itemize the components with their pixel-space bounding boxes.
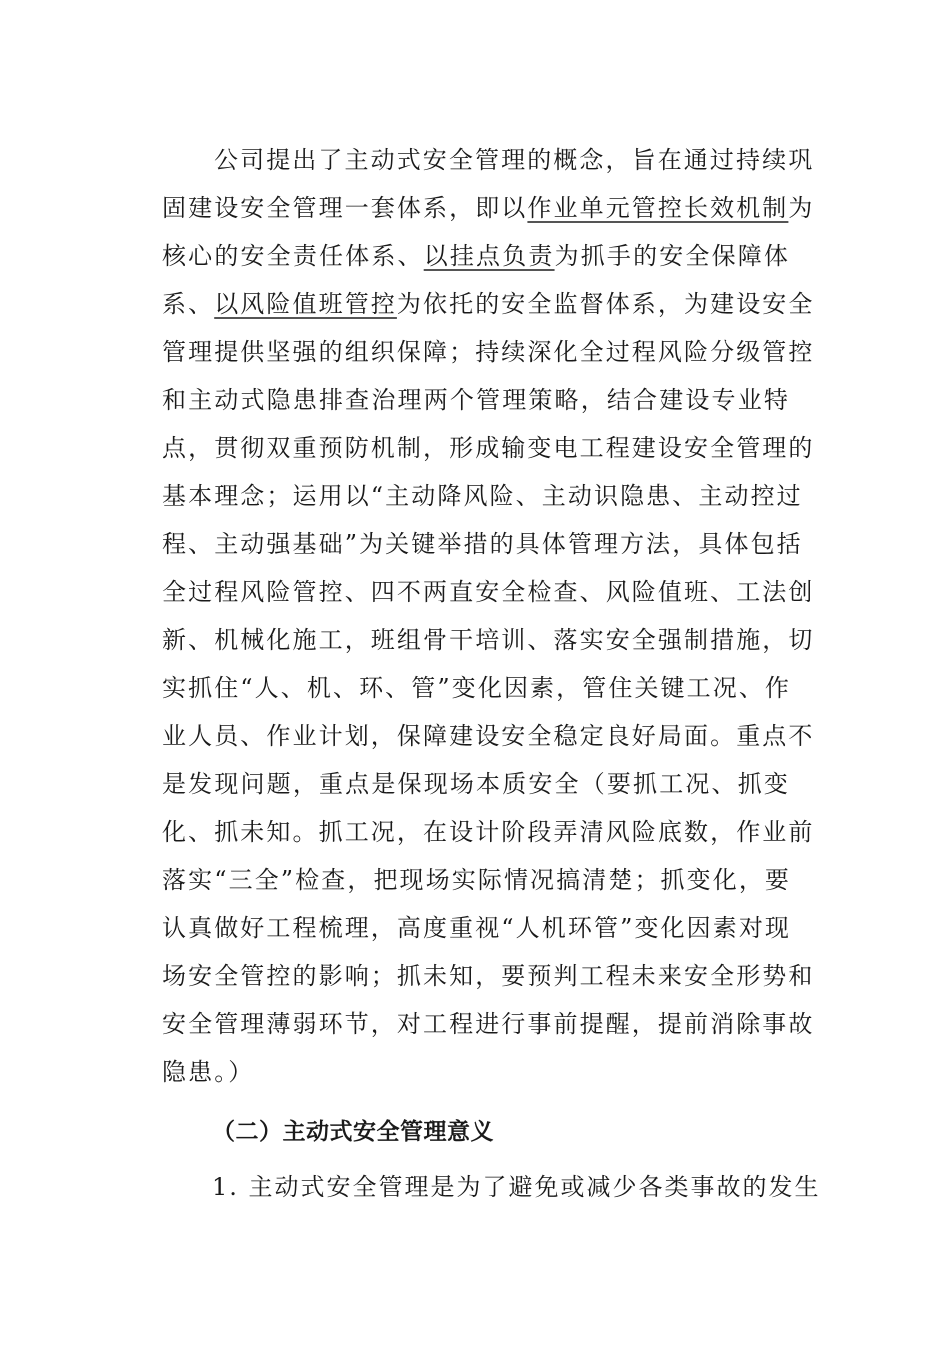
paragraph-line [162,328,815,376]
text-run: 程、主动强基础”为关键举措的具体管理方法，具体包括 [162,530,803,558]
paragraph-line [162,520,803,568]
paragraph-line [162,808,815,856]
underlined-phrase: 以风险值班管控 [214,290,397,318]
text-run: 是发现问题，重点是保现场本质安全（要抓工况、抓变 [162,770,790,798]
text-run: 化、抓未知。抓工况，在设计阶段弄清风险底数，作业前 [162,818,815,846]
section-heading: （二）主动式安全管理意义 [212,1119,494,1145]
paragraph-line [162,760,790,808]
text-run: 新、机械化施工，班组骨干培训、落实安全强制措施，切 [162,626,815,654]
paragraph-line [162,568,815,616]
text-run: 场安全管控的影响；抓未知，要预判工程未来安全形势和 [162,962,815,990]
paragraph-line [162,952,815,1000]
paragraph-line [162,904,790,952]
text-run: 隐患。） [162,1058,255,1086]
text-run: 和主动式隐患排查治理两个管理策略，结合建设专业特 [162,386,790,414]
text-run: 安全管理薄弱环节，对工程进行事前提醒，提前消除事故 [162,1010,815,1038]
underlined-phrase: 以挂点负责 [423,242,555,270]
paragraph-line [162,1000,815,1048]
list-item-1: 1. 主动式安全管理是为了避免或减少各类事故的发生 [212,1173,821,1201]
paragraph-line [162,376,790,424]
text-run: 业人员、作业计划，保障建设安全稳定良好局面。重点不 [162,722,815,750]
text-run: 固建设安全管理一套体系，即以 [162,194,528,222]
paragraph-line [162,664,790,712]
paragraph-concept [162,136,815,1096]
paragraph-line [162,424,815,472]
paragraph-line [162,136,815,184]
paragraph-line [162,232,790,280]
paragraph-line [162,712,815,760]
text-run: 落实“三全”检查，把现场实际情况搞清楚；抓变化，要 [162,866,792,894]
text-run: 核心的安全责任体系、 [162,242,424,270]
paragraph-line [162,856,790,904]
text-run: 管理提供坚强的组织保障；持续深化全过程风险分级管控 [162,338,815,366]
text-run: 为抓手的安全保障体 [554,242,791,270]
text-run: 点，贯彻双重预防机制，形成输变电工程建设安全管理的 [162,434,815,462]
text-run: 认真做好工程梳理，高度重视“人机环管”变化因素对现 [162,914,792,942]
text-run: 全过程风险管控、四不两直安全检查、风险值班、工法创 [162,578,815,606]
paragraph-line [162,1048,790,1096]
text-run: 为 [788,194,815,222]
text-run: 实抓住“人、机、环、管”变化因素，管住关键工况、作 [162,674,792,702]
paragraph-line [162,280,815,328]
paragraph-line [162,184,815,232]
paragraph-line [162,616,815,664]
text-run: 为依托的安全监督体系，为建设安全 [396,290,815,318]
text-run: 基本理念；运用以“主动降风险、主动识隐患、主动控过 [162,482,803,510]
text-run: 公司提出了主动式安全管理的概念，旨在通过持续巩 [214,146,815,174]
text-run: 系、 [162,290,215,318]
paragraph-line [162,472,803,520]
underlined-phrase: 作业单元管控长效机制 [527,194,789,222]
